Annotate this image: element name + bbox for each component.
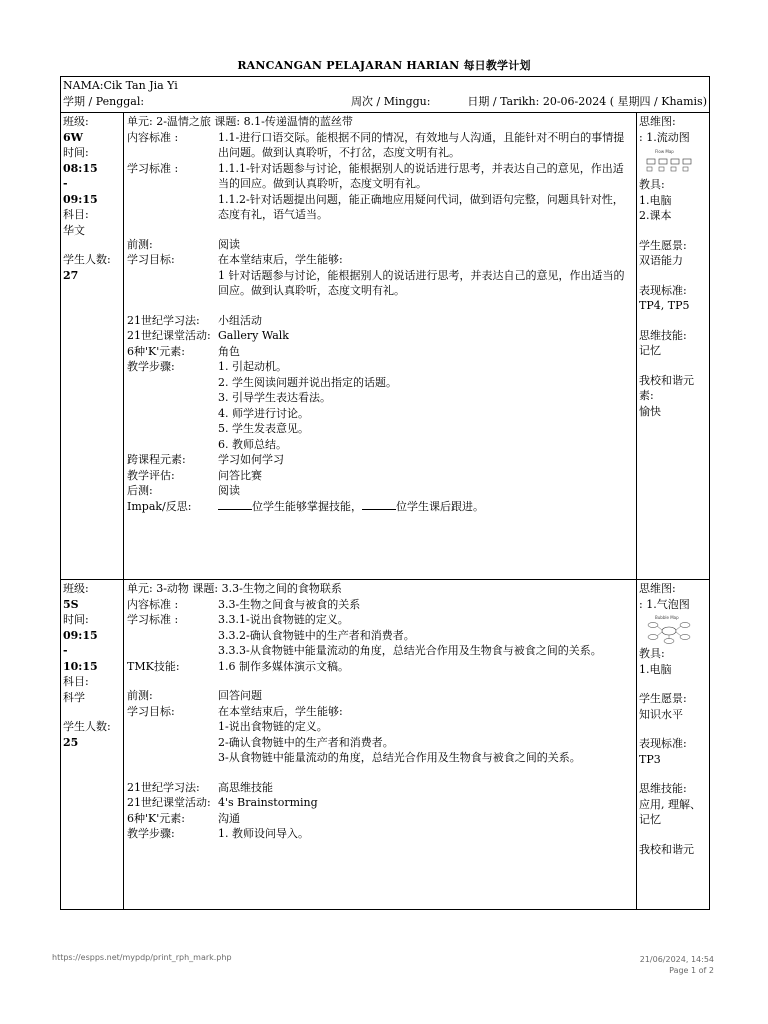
k6-value: 沟通 — [218, 811, 240, 825]
posttest-label: 后测: — [127, 484, 153, 497]
teacher-header — [61, 77, 710, 113]
content-standard: 3.3-生物之间食与被食的关系 — [218, 597, 361, 611]
content-standard-label: 内容标准 : — [127, 597, 179, 611]
step-item: 3. 引导学生表达看法。 — [218, 391, 331, 404]
learning-standard-item: 1.1.2-针对话题提出问题，能正确地应用疑问代词，做到语句完整，问题具针对性，态度有礼，语气适当。 — [218, 192, 624, 221]
teaching-aid-item: 1.电脑 — [639, 193, 672, 207]
student-count-value: 25 — [63, 735, 79, 749]
learning-standard-item: 1.1.1-针对话题参与讨论，能根据别人的说话进行思考，并表达自己的意见，作出适当的回应。做到认真聆听，态度文明有礼。 — [218, 161, 624, 190]
step-item: 4. 师学进行讨论。 — [218, 406, 309, 420]
objective-item: 2-确认食物链中的生产者和消费者。 — [218, 735, 394, 749]
class-value: 5S — [63, 597, 79, 611]
learning-standard-label: 学习标准 : — [127, 161, 179, 175]
c21-method-label: 21世纪学习法: — [127, 313, 200, 327]
student-count-value: 27 — [63, 268, 79, 282]
class-label: 班级: — [63, 582, 89, 595]
pretest-label: 前测: — [127, 689, 153, 702]
thinking-map-value: : 1.流动图 — [639, 130, 690, 144]
impact-label: Impak/反思: — [127, 499, 192, 513]
performance-standard-value: TP4, TP5 — [639, 299, 690, 312]
steps-label: 教学步骤: — [127, 360, 175, 373]
time-label: 时间: — [63, 613, 89, 626]
pretest-label: 前测: — [127, 237, 153, 251]
objective-label: 学习目标: — [127, 253, 175, 266]
student-vision-value: 知识水平 — [639, 707, 683, 721]
flow-map-thumbnail — [645, 147, 693, 175]
page-title: RANCANGAN PELAJARAN HARIAN 每日教学计划 — [237, 59, 531, 72]
c21-activity-label: 21世纪课堂活动: — [127, 796, 211, 809]
thinking-map-label: 思维图: — [639, 115, 676, 128]
subject-value: 科学 — [63, 690, 85, 704]
harmony-element-label: 我校和谐元素: — [639, 373, 694, 402]
assessment-value: 问答比赛 — [218, 468, 262, 482]
impact-text: 位学生课后跟进。 — [396, 499, 484, 513]
lesson-extras-cell — [637, 580, 710, 910]
lesson-details-cell — [124, 580, 637, 910]
k6-label: 6种'K'元素: — [127, 811, 185, 825]
teacher-name: NAMA:Cik Tan Jia Yi — [63, 79, 178, 92]
objective-item: 1-说出食物链的定义。 — [218, 720, 328, 733]
student-count-label: 学生人数: — [63, 253, 111, 266]
lesson-plan-table — [60, 76, 710, 910]
ict-skill-label: TMK技能: — [127, 659, 180, 673]
footer-meta — [640, 954, 714, 976]
time-end: 09:15 — [63, 192, 98, 206]
lesson-row — [61, 113, 710, 580]
thinking-map-label: 思维图: — [639, 582, 676, 595]
footer-page-number: Page 1 of 2 — [669, 966, 714, 975]
c21-activity-label: 21世纪课堂活动: — [127, 329, 211, 342]
footer-datetime: 21/06/2024, 14:54 — [639, 955, 714, 964]
time-end: 10:15 — [63, 659, 98, 673]
step-item: 6. 教师总结。 — [218, 437, 287, 451]
teaching-aids-label: 教具: — [639, 647, 665, 660]
thinking-skills-label: 思维技能: — [639, 782, 687, 795]
objective-item: 在本堂结束后，学生能够: — [218, 253, 343, 266]
student-vision-value: 双语能力 — [639, 254, 683, 267]
performance-standard-value: TP3 — [639, 752, 661, 766]
thinking-skills-label: 思维技能: — [639, 328, 687, 342]
content-standard-label: 内容标准 : — [127, 130, 179, 144]
lesson-row — [61, 580, 710, 910]
teaching-aid-item: 2.课本 — [639, 209, 672, 222]
lesson-plan-document — [60, 76, 709, 910]
week-label: 周次 / Minggu: — [351, 94, 431, 108]
impact-value — [218, 499, 633, 515]
harmony-element-label: 我校和谐元 — [639, 842, 694, 856]
objective-item: 在本堂结束后，学生能够: — [218, 704, 343, 718]
step-item: 1. 引起动机。 — [218, 360, 287, 373]
c21-activity-value: Gallery Walk — [218, 329, 289, 342]
learning-standard-item: 3.3.3-从食物链中能量流动的角度，总结光合作用及生物食与被食之间的关系。 — [218, 644, 602, 657]
content-standard: 1.1-进行口语交际。能根据不同的情况，有效地与人沟通，且能针对不明白的事情提出问题。做到认真聆听，不打岔，态度文明有礼。 — [218, 130, 625, 159]
student-count-label: 学生人数: — [63, 720, 111, 733]
blank-line — [362, 499, 396, 510]
subject-label: 科目: — [63, 675, 89, 688]
thinking-map-value: : 1.气泡图 — [639, 597, 690, 611]
pretest-value: 阅读 — [218, 237, 240, 251]
ict-skill-value: 1.6 制作多媒体演示文稿。 — [218, 659, 349, 673]
date-label: 日期 / Tarikh: 20-06-2024 ( 星期四 / Khamis) — [467, 94, 707, 108]
step-item: 5. 学生发表意见。 — [218, 422, 309, 435]
pretest-value: 回答问题 — [218, 689, 262, 702]
blank-line — [218, 499, 252, 510]
flow-map-caption: Flow Map — [655, 149, 674, 154]
unit-topic: 单元: 3-动物 课题: 3.3-生物之间的食物联系 — [127, 582, 342, 595]
learning-standard-item: 3.3.1-说出食物链的定义。 — [218, 613, 349, 626]
thinking-skills-value: 应用, 理解、记忆 — [639, 797, 701, 826]
time-dash: - — [63, 644, 68, 657]
student-vision-label: 学生愿景: — [639, 238, 687, 252]
posttest-value: 阅读 — [218, 484, 240, 497]
class-label: 班级: — [63, 115, 89, 128]
steps-label: 教学步骤: — [127, 827, 175, 840]
teaching-aids-label: 教具: — [639, 178, 665, 191]
term-label: 学期 / Penggal: — [63, 94, 145, 108]
c21-method-value: 小组活动 — [218, 313, 262, 327]
subject-value: 华文 — [63, 223, 85, 237]
performance-standard-label: 表现标准: — [639, 737, 687, 750]
c21-method-value: 高思维技能 — [218, 780, 273, 794]
objective-label: 学习目标: — [127, 704, 175, 718]
bubble-map-thumbnail — [645, 614, 693, 644]
assessment-label: 教学评估: — [127, 468, 175, 482]
time-start: 08:15 — [63, 161, 98, 175]
lesson-info-cell — [61, 113, 124, 580]
step-item: 2. 学生阅读问题并说出指定的话题。 — [218, 375, 397, 389]
time-dash: - — [63, 177, 68, 190]
c21-method-label: 21世纪学习法: — [127, 780, 200, 794]
time-label: 时间: — [63, 146, 89, 159]
objective-item: 3-从食物链中能量流动的角度，总结光合作用及生物食与被食之间的关系。 — [218, 751, 581, 764]
student-vision-label: 学生愿景: — [639, 692, 687, 705]
objective-item: 1 针对话题参与讨论，能根据别人的说话进行思考，并表达自己的意见，作出适当的回应。做到认真聆听，态度文明有礼。 — [218, 268, 625, 297]
c21-activity-value: 4's Brainstorming — [218, 796, 318, 809]
harmony-element-value: 愉快 — [639, 404, 661, 418]
teaching-aid-item: 1.电脑 — [639, 662, 672, 676]
learning-standard-item: 3.3.2-确认食物链中的生产者和消费者。 — [218, 628, 415, 642]
cross-curricular-label: 跨课程元素: — [127, 453, 186, 466]
unit-topic: 单元: 2-温情之旅 课题: 8.1-传递温情的蓝丝带 — [127, 115, 353, 128]
cross-curricular-value: 学习如何学习 — [218, 453, 284, 466]
lesson-extras-cell — [637, 113, 710, 580]
step-item: 1. 教师设问导入。 — [218, 827, 309, 840]
time-start: 09:15 — [63, 628, 98, 642]
learning-standard-label: 学习标准 : — [127, 613, 179, 626]
lesson-info-cell — [61, 580, 124, 910]
lesson-details-cell — [124, 113, 637, 580]
thinking-skills-value: 记忆 — [639, 344, 661, 357]
class-value: 6W — [63, 130, 84, 144]
k6-value: 角色 — [218, 344, 240, 358]
subject-label: 科目: — [63, 208, 89, 221]
bubble-map-caption: Bubble Map — [655, 615, 679, 620]
impact-text: 位学生能够掌握技能， — [252, 499, 362, 513]
footer-url: https://espps.net/mypdp/print_rph_mark.php — [52, 953, 232, 962]
k6-label: 6种'K'元素: — [127, 344, 185, 358]
performance-standard-label: 表现标准: — [639, 283, 687, 297]
